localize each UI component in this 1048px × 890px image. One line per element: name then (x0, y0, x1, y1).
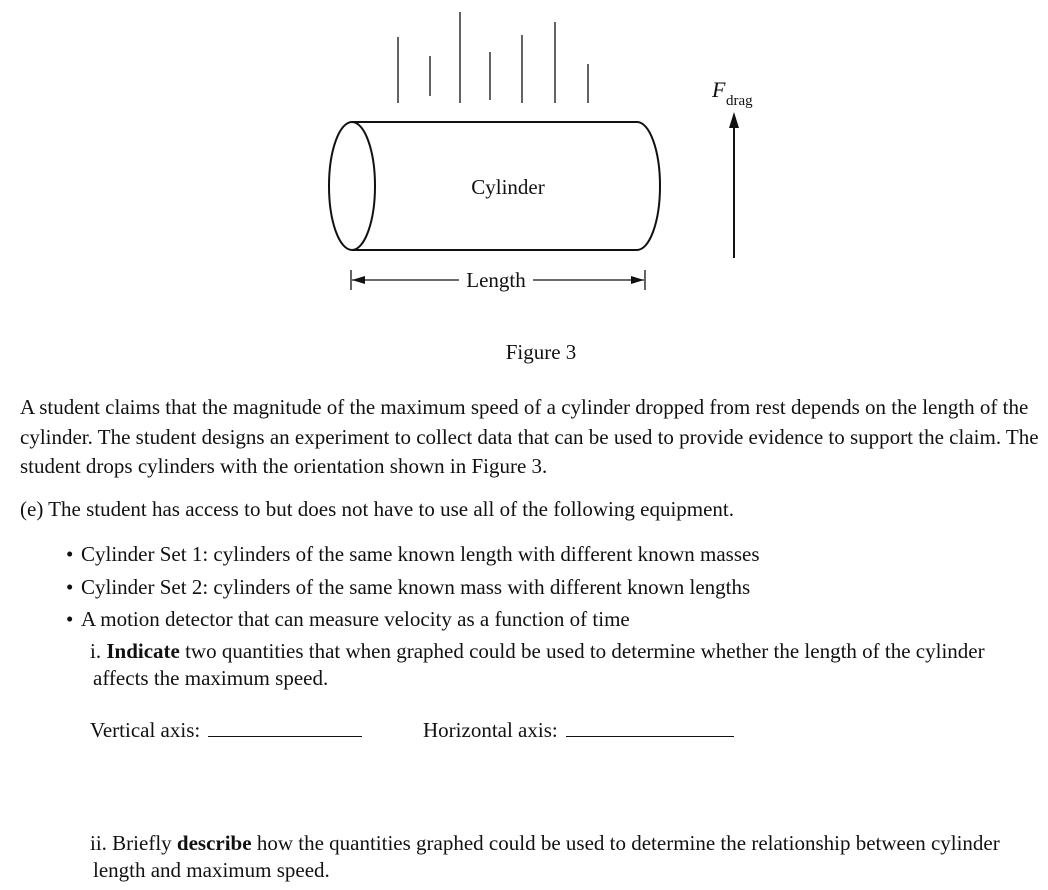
question-i-body: two quantities that when graphed could be used to determine whether the length of the cylinder affects the maximum speed. (93, 639, 985, 690)
length-label: Length (466, 268, 526, 292)
drag-force-label (711, 77, 753, 109)
vertical-axis-answer (90, 718, 362, 743)
drag-force-arrowhead (729, 112, 739, 128)
horizontal-axis-answer (423, 718, 734, 743)
question-ii-verb: describe (176, 831, 252, 855)
figure-caption: Figure 3 (505, 340, 577, 364)
equipment-item-text: Cylinder Set 2: cylinders of the same known mass with different known lengths (81, 574, 751, 599)
intro-paragraph: A student claims that the magnitude of the maximum speed of a cylinder dropped from rest depends on the length of the cylinder. The student designs an experiment to collect data that can be used to provide evidence to support the claim. The student drops cylinders with the orientation shown in Figure 3. (20, 395, 1039, 478)
vertical-axis-blank[interactable] (208, 722, 362, 737)
horizontal-axis-label: Horizontal axis: (423, 718, 558, 742)
length-right-arrowhead (631, 276, 644, 284)
bullet-icon: • (66, 542, 74, 566)
bullet-icon: • (66, 607, 74, 631)
drag-force-subscript: drag (726, 93, 753, 109)
question-ii (90, 830, 1045, 884)
equipment-item-text: A motion detector that can measure velocity as a function of time (81, 607, 630, 631)
list-item (66, 573, 760, 606)
airflow-lines (398, 12, 588, 103)
figure-3-diagram (0, 0, 1048, 330)
bullet-icon: • (66, 574, 74, 599)
drag-force-arrow (729, 112, 739, 258)
list-item (66, 605, 760, 638)
part-e-prompt: (e) The student has access to but does not have to use all of the following equipment. (20, 497, 735, 521)
horizontal-axis-blank[interactable] (566, 722, 734, 737)
length-left-arrowhead (352, 276, 365, 284)
equipment-item-text: Cylinder Set 1: cylinders of the same known length with different known masses (81, 542, 760, 566)
vertical-axis-label: Vertical axis: (90, 718, 201, 742)
question-i-prefix: i. (90, 639, 107, 663)
question-ii-prefix: ii. Briefly (90, 831, 177, 855)
cylinder-end-face (329, 122, 375, 250)
equipment-list (66, 540, 760, 638)
cylinder-label: Cylinder (471, 175, 545, 199)
cylinder-far-end (637, 122, 660, 250)
question-i-verb: Indicate (106, 639, 180, 663)
question-i (90, 638, 1045, 692)
question-ii-body: how the quantities graphed could be used to determine the relationship between cylinder length and maximum speed. (93, 831, 1000, 882)
drag-force-symbol: F (712, 77, 726, 102)
list-item (66, 540, 760, 573)
